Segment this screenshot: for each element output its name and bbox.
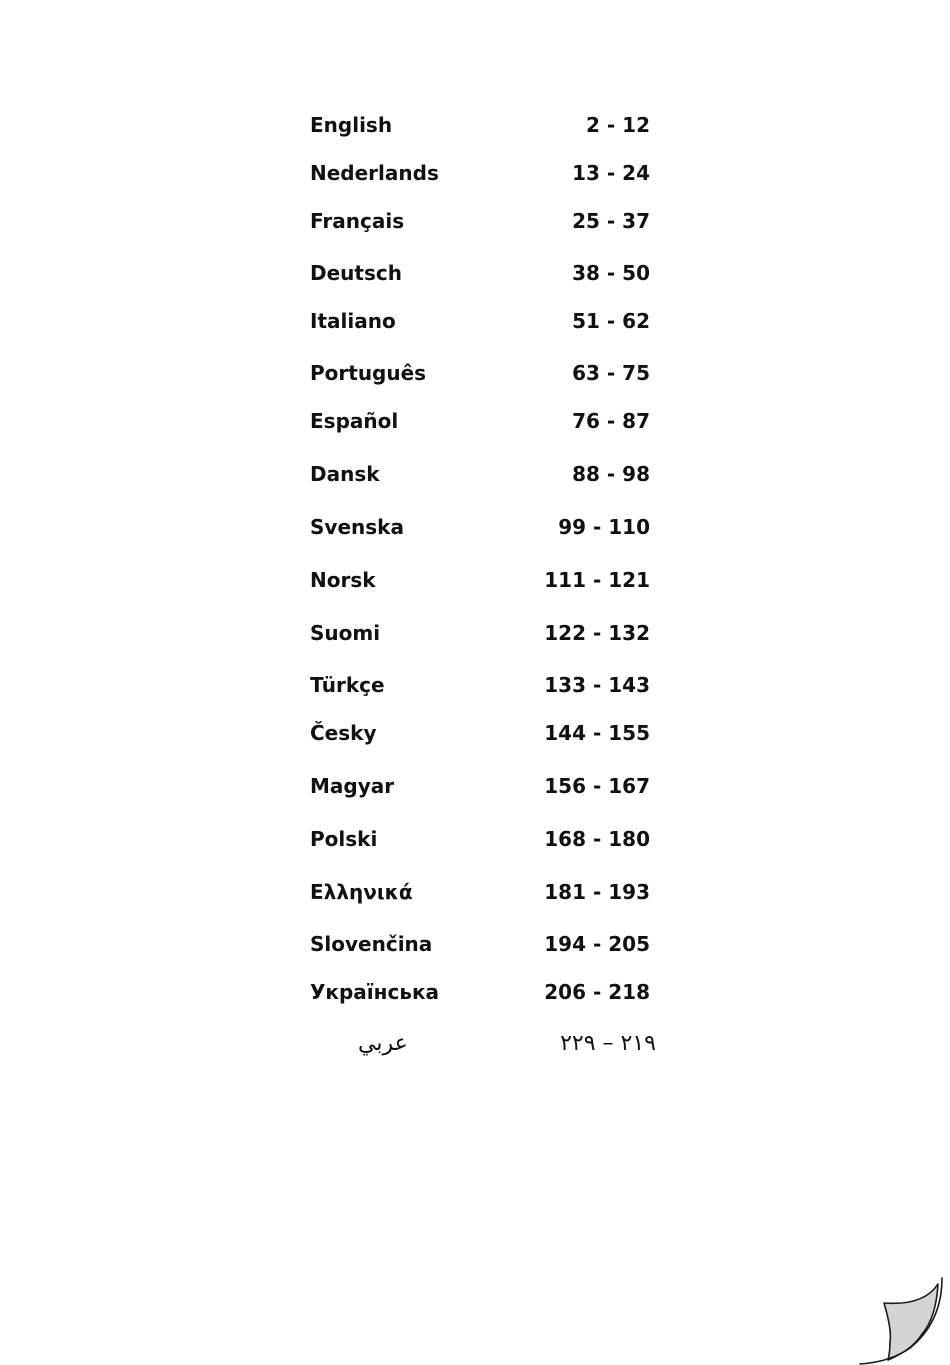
page-curl-icon[interactable]	[850, 1270, 950, 1365]
toc-row-polski[interactable]	[310, 824, 650, 854]
toc-row-ellinika[interactable]	[310, 877, 650, 907]
language-name: Ελληνικά	[310, 880, 413, 904]
language-name: Français	[310, 209, 405, 233]
toc-row-dansk[interactable]	[310, 459, 650, 489]
page-range: 88 - 98	[572, 462, 650, 486]
language-name: Español	[310, 409, 399, 433]
language-name: Italiano	[310, 309, 396, 333]
language-name: عربي	[358, 1031, 408, 1056]
toc-row-deutsch[interactable]	[310, 258, 650, 288]
language-name: Česky	[310, 721, 377, 745]
toc-row-english[interactable]	[310, 110, 650, 140]
language-name: Deutsch	[310, 261, 402, 285]
language-name: Norsk	[310, 568, 376, 592]
page-range: 206 - 218	[544, 980, 650, 1004]
page-range: 122 - 132	[544, 621, 650, 645]
language-name: Українська	[310, 980, 440, 1004]
toc-row-arabic[interactable]	[310, 1029, 656, 1059]
toc-row-svenska[interactable]	[310, 512, 650, 542]
language-name: Svenska	[310, 515, 404, 539]
page-range: 194 - 205	[544, 932, 650, 956]
page-range: 63 - 75	[572, 361, 650, 385]
toc-row-portugues[interactable]	[310, 358, 650, 388]
language-name: Suomi	[310, 621, 381, 645]
toc-row-nederlands[interactable]	[310, 158, 650, 188]
page-range: 144 - 155	[544, 721, 650, 745]
page-range: 156 - 167	[544, 774, 650, 798]
language-name: English	[310, 113, 393, 137]
language-name: Dansk	[310, 462, 380, 486]
toc-row-espanol[interactable]	[310, 406, 650, 436]
toc-row-turkce[interactable]	[310, 670, 650, 700]
toc-row-francais[interactable]	[310, 206, 650, 236]
toc-row-suomi[interactable]	[310, 618, 650, 648]
toc-row-slovencina[interactable]	[310, 929, 650, 959]
language-name: Slovenčina	[310, 932, 433, 956]
page-range: 51 - 62	[572, 309, 650, 333]
page-range: ٢١٩ – ٢٢٩	[560, 1031, 656, 1056]
toc-row-magyar[interactable]	[310, 771, 650, 801]
language-name: Magyar	[310, 774, 395, 798]
language-name: Türkçe	[310, 673, 385, 697]
toc-row-ukrainska[interactable]	[310, 977, 650, 1007]
toc-row-norsk[interactable]	[310, 565, 650, 595]
page-range: 181 - 193	[544, 880, 650, 904]
language-name: Português	[310, 361, 427, 385]
page-range: 25 - 37	[572, 209, 650, 233]
page-range: 133 - 143	[544, 673, 650, 697]
page-range: 2 - 12	[586, 113, 650, 137]
language-name: Polski	[310, 827, 378, 851]
toc-row-italiano[interactable]	[310, 306, 650, 336]
toc-row-cesky[interactable]	[310, 718, 650, 748]
page-range: 111 - 121	[544, 568, 650, 592]
page-range: 38 - 50	[572, 261, 650, 285]
language-name: Nederlands	[310, 161, 439, 185]
page-range: 76 - 87	[572, 409, 650, 433]
page-range: 99 - 110	[558, 515, 650, 539]
page-range: 13 - 24	[572, 161, 650, 185]
page-range: 168 - 180	[544, 827, 650, 851]
